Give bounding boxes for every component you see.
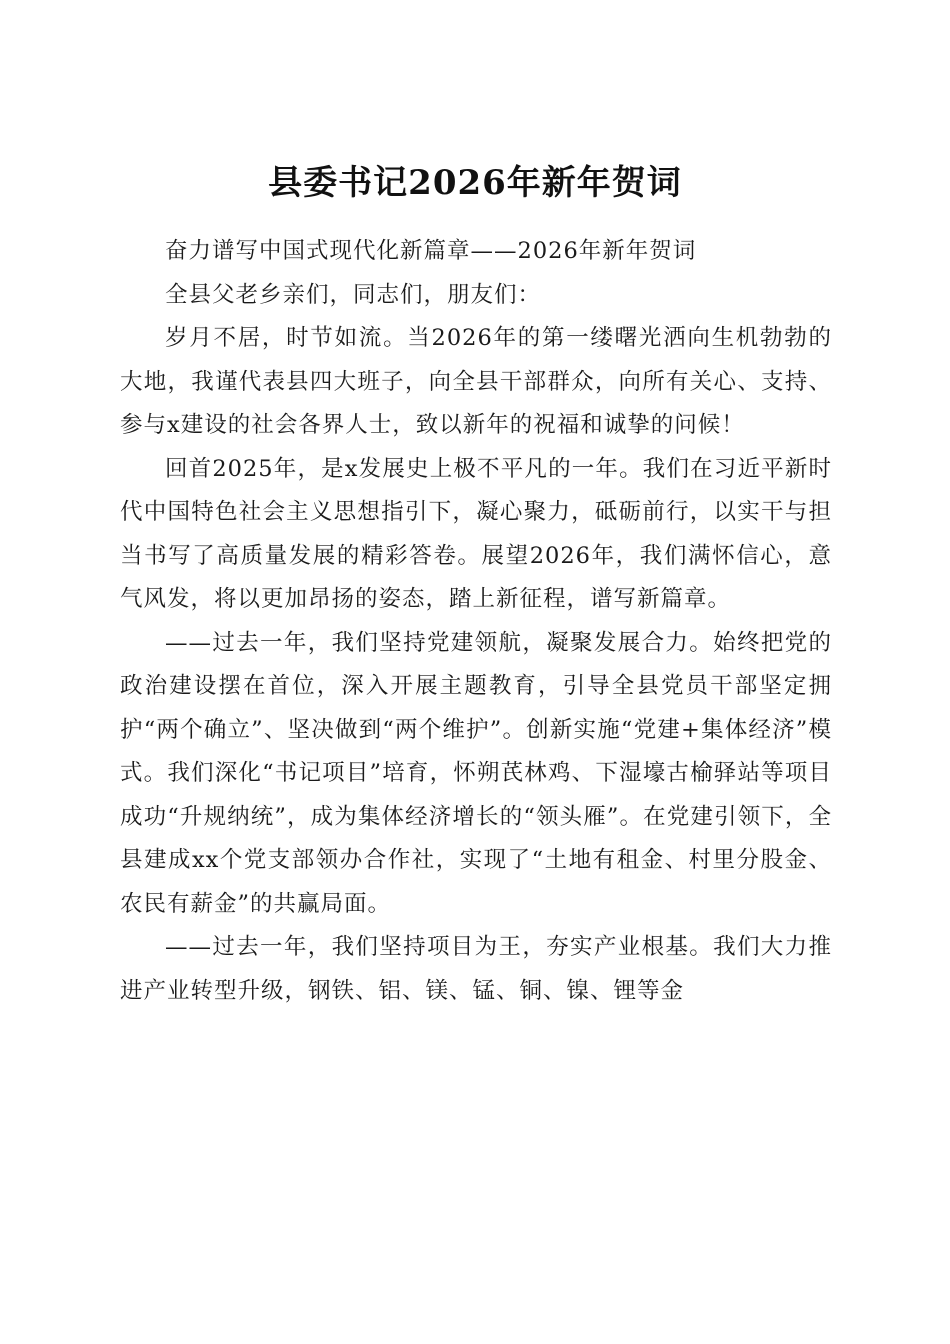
subtitle-paragraph: 奋力谱写中国式现代化新篇章——2026年新年贺词: [165, 238, 697, 264]
body-paragraph: ——过去一年，我们坚持项目为王，夯实产业根基。我们大力推进产业转型升级，钢铁、铝、镁、锰、铜、镍、锂等金: [120, 934, 832, 1004]
document-title: 县委书记2026年新年贺词: [268, 162, 682, 203]
salutation-paragraph: 全县父老乡亲们，同志们，朋友们：: [165, 281, 542, 308]
document-body: [120, 230, 832, 1013]
body-paragraph: ——过去一年，我们坚持党建领航，凝聚发展合力。始终把党的政治建设摆在首位，深入开展主题教育，引导全县党员干部坚定拥护“两个确立”、坚决做到“两个维护”。创新实施“党建+集体经济”模式。我们深化“书记项目”培育，怀朔芪林鸡、下湿壕古榆驿站等项目成功“升规纳统”，成为集体经济增长的“领头雁”。在党建引领下，全县建成xx个党支部领办合作社，实现了“土地有租金、村里分股金、农民有薪金”的共赢局面。: [120, 629, 832, 917]
body-paragraph: 岁月不居，时节如流。当2026年的第一缕曙光洒向生机勃勃的大地，我谨代表县四大班子，向全县干部群众，向所有关心、支持、参与x建设的社会各界人士，致以新年的祝福和诚挚的问候！: [120, 325, 832, 438]
body-paragraph: 回首2025年，是x发展史上极不平凡的一年。我们在习近平新时代中国特色社会主义思想指引下，凝心聚力，砥砺前行，以实干与担当书写了高质量发展的精彩答卷。展望2026年，我们满怀信心，意气风发，将以更加昂扬的姿态，踏上新征程，谱写新篇章。: [120, 455, 832, 612]
